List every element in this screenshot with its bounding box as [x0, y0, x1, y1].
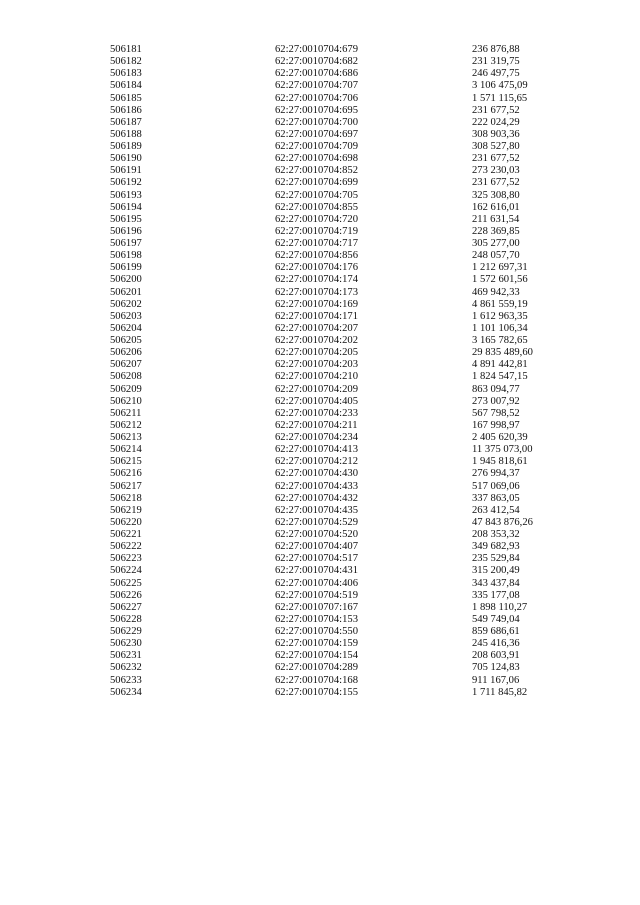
- table-row: [110, 444, 570, 456]
- table-row: [110, 153, 570, 165]
- row-number-cell: 506221: [110, 529, 142, 540]
- table-row: [110, 578, 570, 590]
- cadastral-value-cell: 246 497,75: [472, 68, 520, 80]
- cadastral-number-cell: 62:27:0010704:413: [275, 444, 358, 456]
- row-number-cell: 506219: [110, 504, 142, 516]
- row-number-cell: 506210: [110, 395, 142, 407]
- cadastral-value-cell: 231 319,75: [472, 56, 520, 68]
- cadastral-number-cell: 62:27:0010704:519: [275, 589, 358, 601]
- cadastral-number-cell: 62:27:0010704:211: [275, 419, 358, 431]
- cadastral-value-cell: 248 057,70: [472, 250, 520, 262]
- row-number-cell: 506212: [110, 419, 142, 431]
- cadastral-number-cell: 62:27:0010704:719: [275, 225, 358, 237]
- row-number-cell: 506233: [110, 674, 142, 686]
- row-number-cell: 506189: [110, 141, 142, 152]
- row-number-cell: 506201: [110, 286, 142, 298]
- table-row: [110, 432, 570, 444]
- table-row: [110, 287, 570, 299]
- row-number-cell: 506208: [110, 371, 142, 383]
- cadastral-number-cell: 62:27:0010704:205: [275, 347, 358, 359]
- cadastral-number-cell: 62:27:0010704:550: [275, 626, 358, 637]
- row-number-cell: 506204: [110, 322, 142, 334]
- cadastral-number-cell: 62:27:0010704:432: [275, 492, 358, 504]
- row-number-cell: 506220: [110, 516, 142, 528]
- row-number-cell: 506194: [110, 201, 142, 213]
- table-row: [110, 129, 570, 141]
- row-number-cell: 506224: [110, 565, 142, 577]
- cadastral-number-cell: 62:27:0010704:209: [275, 383, 358, 395]
- cadastral-number-cell: 62:27:0010707:167: [275, 601, 358, 613]
- cadastral-value-cell: 29 835 489,60: [472, 347, 533, 359]
- table-row: [110, 384, 570, 396]
- cadastral-value-table: [110, 44, 570, 699]
- cadastral-number-cell: 62:27:0010704:174: [275, 274, 358, 286]
- cadastral-value-cell: 263 412,54: [472, 504, 520, 516]
- row-number-cell: 506203: [110, 310, 142, 322]
- cadastral-number-cell: 62:27:0010704:529: [275, 516, 358, 528]
- table-row: [110, 505, 570, 517]
- cadastral-number-cell: 62:27:0010704:405: [275, 395, 358, 407]
- row-number-cell: 506184: [110, 80, 142, 92]
- row-number-cell: 506216: [110, 468, 142, 480]
- cadastral-value-cell: 167 998,97: [472, 419, 520, 431]
- cadastral-value-cell: 1 212 697,31: [472, 262, 528, 274]
- row-number-cell: 506192: [110, 177, 142, 189]
- cadastral-number-cell: 62:27:0010704:159: [275, 638, 358, 650]
- table-row: [110, 190, 570, 202]
- table-row: [110, 80, 570, 92]
- cadastral-value-cell: 1 898 110,27: [472, 601, 528, 613]
- table-row: [110, 335, 570, 347]
- cadastral-value-cell: 343 437,84: [472, 577, 520, 589]
- row-number-cell: 506218: [110, 492, 142, 504]
- cadastral-number-cell: 62:27:0010704:679: [275, 44, 358, 55]
- cadastral-value-cell: 236 876,88: [472, 44, 520, 55]
- cadastral-number-cell: 62:27:0010704:406: [275, 577, 358, 589]
- row-number-cell: 506207: [110, 359, 142, 371]
- cadastral-value-cell: 4 891 442,81: [472, 359, 528, 371]
- cadastral-value-cell: 231 677,52: [472, 153, 520, 165]
- table-row: [110, 614, 570, 626]
- cadastral-number-cell: 62:27:0010704:202: [275, 335, 358, 346]
- table-row: [110, 347, 570, 359]
- cadastral-number-cell: 62:27:0010704:155: [275, 686, 358, 698]
- cadastral-number-cell: 62:27:0010704:433: [275, 480, 358, 492]
- cadastral-value-cell: 859 686,61: [472, 626, 520, 637]
- cadastral-value-cell: 3 106 475,09: [472, 80, 528, 92]
- row-number-cell: 506230: [110, 638, 142, 650]
- cadastral-number-cell: 62:27:0010704:720: [275, 213, 358, 225]
- row-number-cell: 506188: [110, 128, 142, 140]
- cadastral-number-cell: 62:27:0010704:717: [275, 238, 358, 249]
- cadastral-number-cell: 62:27:0010704:171: [275, 310, 358, 322]
- table-row: [110, 299, 570, 311]
- table-row: [110, 541, 570, 553]
- row-number-cell: 506232: [110, 662, 142, 674]
- row-number-cell: 506191: [110, 165, 142, 177]
- cadastral-number-cell: 62:27:0010704:210: [275, 371, 358, 383]
- cadastral-value-cell: 231 677,52: [472, 177, 520, 189]
- row-number-cell: 506214: [110, 444, 142, 456]
- table-row: [110, 323, 570, 335]
- cadastral-value-cell: 4 861 559,19: [472, 298, 528, 310]
- cadastral-value-cell: 47 843 876,26: [472, 516, 533, 528]
- row-number-cell: 506185: [110, 92, 142, 104]
- cadastral-value-cell: 567 798,52: [472, 407, 520, 419]
- table-row: [110, 408, 570, 420]
- cadastral-number-cell: 62:27:0010704:154: [275, 650, 358, 662]
- cadastral-value-cell: 1 824 547,15: [472, 371, 528, 383]
- cadastral-value-cell: 863 094,77: [472, 383, 520, 395]
- cadastral-number-cell: 62:27:0010704:856: [275, 250, 358, 262]
- table-row: [110, 675, 570, 687]
- table-row: [110, 68, 570, 80]
- table-row: [110, 117, 570, 129]
- row-number-cell: 506190: [110, 153, 142, 165]
- cadastral-number-cell: 62:27:0010704:176: [275, 262, 358, 274]
- table-row: [110, 56, 570, 68]
- cadastral-value-cell: 162 616,01: [472, 201, 520, 213]
- table-row: [110, 529, 570, 541]
- row-number-cell: 506209: [110, 383, 142, 395]
- table-row: [110, 165, 570, 177]
- cadastral-number-cell: 62:27:0010704:686: [275, 68, 358, 80]
- cadastral-number-cell: 62:27:0010704:682: [275, 56, 358, 68]
- cadastral-value-cell: 228 369,85: [472, 225, 520, 237]
- table-row: [110, 602, 570, 614]
- table-row: [110, 141, 570, 153]
- row-number-cell: 506227: [110, 601, 142, 613]
- table-row: [110, 105, 570, 117]
- cadastral-number-cell: 62:27:0010704:430: [275, 468, 358, 480]
- cadastral-value-cell: 1 711 845,82: [472, 686, 528, 698]
- table-row: [110, 687, 570, 699]
- cadastral-number-cell: 62:27:0010704:169: [275, 298, 358, 310]
- cadastral-number-cell: 62:27:0010704:698: [275, 153, 358, 165]
- table-row: [110, 662, 570, 674]
- cadastral-number-cell: 62:27:0010704:709: [275, 141, 358, 152]
- table-row: [110, 359, 570, 371]
- table-row: [110, 93, 570, 105]
- row-number-cell: 506199: [110, 262, 142, 274]
- cadastral-value-cell: 245 416,36: [472, 638, 520, 650]
- cadastral-number-cell: 62:27:0010704:517: [275, 553, 358, 565]
- table-row: [110, 396, 570, 408]
- table-row: [110, 468, 570, 480]
- cadastral-number-cell: 62:27:0010704:431: [275, 565, 358, 577]
- row-number-cell: 506234: [110, 686, 142, 698]
- cadastral-value-cell: 273 230,03: [472, 165, 520, 177]
- row-number-cell: 506195: [110, 213, 142, 225]
- row-number-cell: 506182: [110, 56, 142, 68]
- cadastral-value-cell: 517 069,06: [472, 480, 520, 492]
- cadastral-value-cell: 3 165 782,65: [472, 335, 528, 346]
- cadastral-number-cell: 62:27:0010704:699: [275, 177, 358, 189]
- table-row: [110, 274, 570, 286]
- cadastral-number-cell: 62:27:0010704:852: [275, 165, 358, 177]
- row-number-cell: 506181: [110, 44, 142, 55]
- row-number-cell: 506198: [110, 250, 142, 262]
- cadastral-number-cell: 62:27:0010704:212: [275, 456, 358, 468]
- cadastral-number-cell: 62:27:0010704:153: [275, 613, 358, 625]
- table-row: [110, 226, 570, 238]
- cadastral-value-cell: 337 863,05: [472, 492, 520, 504]
- cadastral-number-cell: 62:27:0010704:207: [275, 322, 358, 334]
- row-number-cell: 506226: [110, 589, 142, 601]
- cadastral-value-cell: 308 527,80: [472, 141, 520, 152]
- table-row: [110, 214, 570, 226]
- cadastral-number-cell: 62:27:0010704:520: [275, 529, 358, 540]
- cadastral-number-cell: 62:27:0010704:203: [275, 359, 358, 371]
- table-row: [110, 420, 570, 432]
- table-row: [110, 202, 570, 214]
- cadastral-value-cell: 222 024,29: [472, 116, 520, 128]
- table-row: [110, 481, 570, 493]
- table-row: [110, 456, 570, 468]
- row-number-cell: 506193: [110, 189, 142, 201]
- row-number-cell: 506228: [110, 613, 142, 625]
- row-number-cell: 506211: [110, 407, 142, 419]
- cadastral-value-cell: 1 571 115,65: [472, 92, 528, 104]
- cadastral-value-cell: 2 405 620,39: [472, 432, 528, 443]
- cadastral-number-cell: 62:27:0010704:407: [275, 541, 358, 553]
- row-number-cell: 506206: [110, 347, 142, 359]
- cadastral-number-cell: 62:27:0010704:234: [275, 432, 358, 443]
- table-row: [110, 262, 570, 274]
- cadastral-value-cell: 235 529,84: [472, 553, 520, 565]
- cadastral-value-cell: 549 749,04: [472, 613, 520, 625]
- table-row: [110, 553, 570, 565]
- cadastral-value-cell: 211 631,54: [472, 213, 520, 225]
- row-number-cell: 506223: [110, 553, 142, 565]
- row-number-cell: 506231: [110, 650, 142, 662]
- cadastral-number-cell: 62:27:0010704:695: [275, 104, 358, 116]
- cadastral-number-cell: 62:27:0010704:168: [275, 674, 358, 686]
- cadastral-value-cell: 1 945 818,61: [472, 456, 528, 468]
- row-number-cell: 506186: [110, 104, 142, 116]
- row-number-cell: 506217: [110, 480, 142, 492]
- cadastral-number-cell: 62:27:0010704:697: [275, 128, 358, 140]
- table-row: [110, 250, 570, 262]
- table-row: [110, 638, 570, 650]
- row-number-cell: 506222: [110, 541, 142, 553]
- table-row: [110, 371, 570, 383]
- cadastral-value-cell: 208 603,91: [472, 650, 520, 662]
- cadastral-value-cell: 1 612 963,35: [472, 310, 528, 322]
- row-number-cell: 506197: [110, 238, 142, 249]
- cadastral-number-cell: 62:27:0010704:706: [275, 92, 358, 104]
- table-row: [110, 626, 570, 638]
- row-number-cell: 506215: [110, 456, 142, 468]
- cadastral-value-cell: 911 167,06: [472, 674, 520, 686]
- cadastral-value-cell: 1 572 601,56: [472, 274, 528, 286]
- cadastral-number-cell: 62:27:0010704:705: [275, 189, 358, 201]
- row-number-cell: 506225: [110, 577, 142, 589]
- table-row: [110, 565, 570, 577]
- table-row: [110, 238, 570, 250]
- cadastral-number-cell: 62:27:0010704:855: [275, 201, 358, 213]
- cadastral-value-cell: 469 942,33: [472, 286, 520, 298]
- cadastral-value-cell: 335 177,08: [472, 589, 520, 601]
- cadastral-value-cell: 1 101 106,34: [472, 322, 528, 334]
- row-number-cell: 506196: [110, 225, 142, 237]
- row-number-cell: 506202: [110, 298, 142, 310]
- row-number-cell: 506200: [110, 274, 142, 286]
- cadastral-value-cell: 305 277,00: [472, 238, 520, 249]
- cadastral-number-cell: 62:27:0010704:707: [275, 80, 358, 92]
- cadastral-value-cell: 11 375 073,00: [472, 444, 533, 456]
- cadastral-value-cell: 231 677,52: [472, 104, 520, 116]
- row-number-cell: 506187: [110, 116, 142, 128]
- cadastral-value-cell: 276 994,37: [472, 468, 520, 480]
- cadastral-number-cell: 62:27:0010704:289: [275, 662, 358, 674]
- cadastral-value-cell: 208 353,32: [472, 529, 520, 540]
- cadastral-number-cell: 62:27:0010704:435: [275, 504, 358, 516]
- cadastral-value-cell: 705 124,83: [472, 662, 520, 674]
- table-row: [110, 44, 570, 56]
- cadastral-number-cell: 62:27:0010704:173: [275, 286, 358, 298]
- table-row: [110, 517, 570, 529]
- cadastral-value-cell: 308 903,36: [472, 128, 520, 140]
- row-number-cell: 506183: [110, 68, 142, 80]
- table-row: [110, 311, 570, 323]
- cadastral-value-cell: 273 007,92: [472, 395, 520, 407]
- table-row: [110, 493, 570, 505]
- cadastral-value-cell: 315 200,49: [472, 565, 520, 577]
- table-row: [110, 650, 570, 662]
- row-number-cell: 506229: [110, 626, 142, 637]
- row-number-cell: 506213: [110, 432, 142, 443]
- row-number-cell: 506205: [110, 335, 142, 346]
- cadastral-value-cell: 349 682,93: [472, 541, 520, 553]
- table-row: [110, 590, 570, 602]
- cadastral-number-cell: 62:27:0010704:233: [275, 407, 358, 419]
- table-row: [110, 177, 570, 189]
- cadastral-value-cell: 325 308,80: [472, 189, 520, 201]
- cadastral-number-cell: 62:27:0010704:700: [275, 116, 358, 128]
